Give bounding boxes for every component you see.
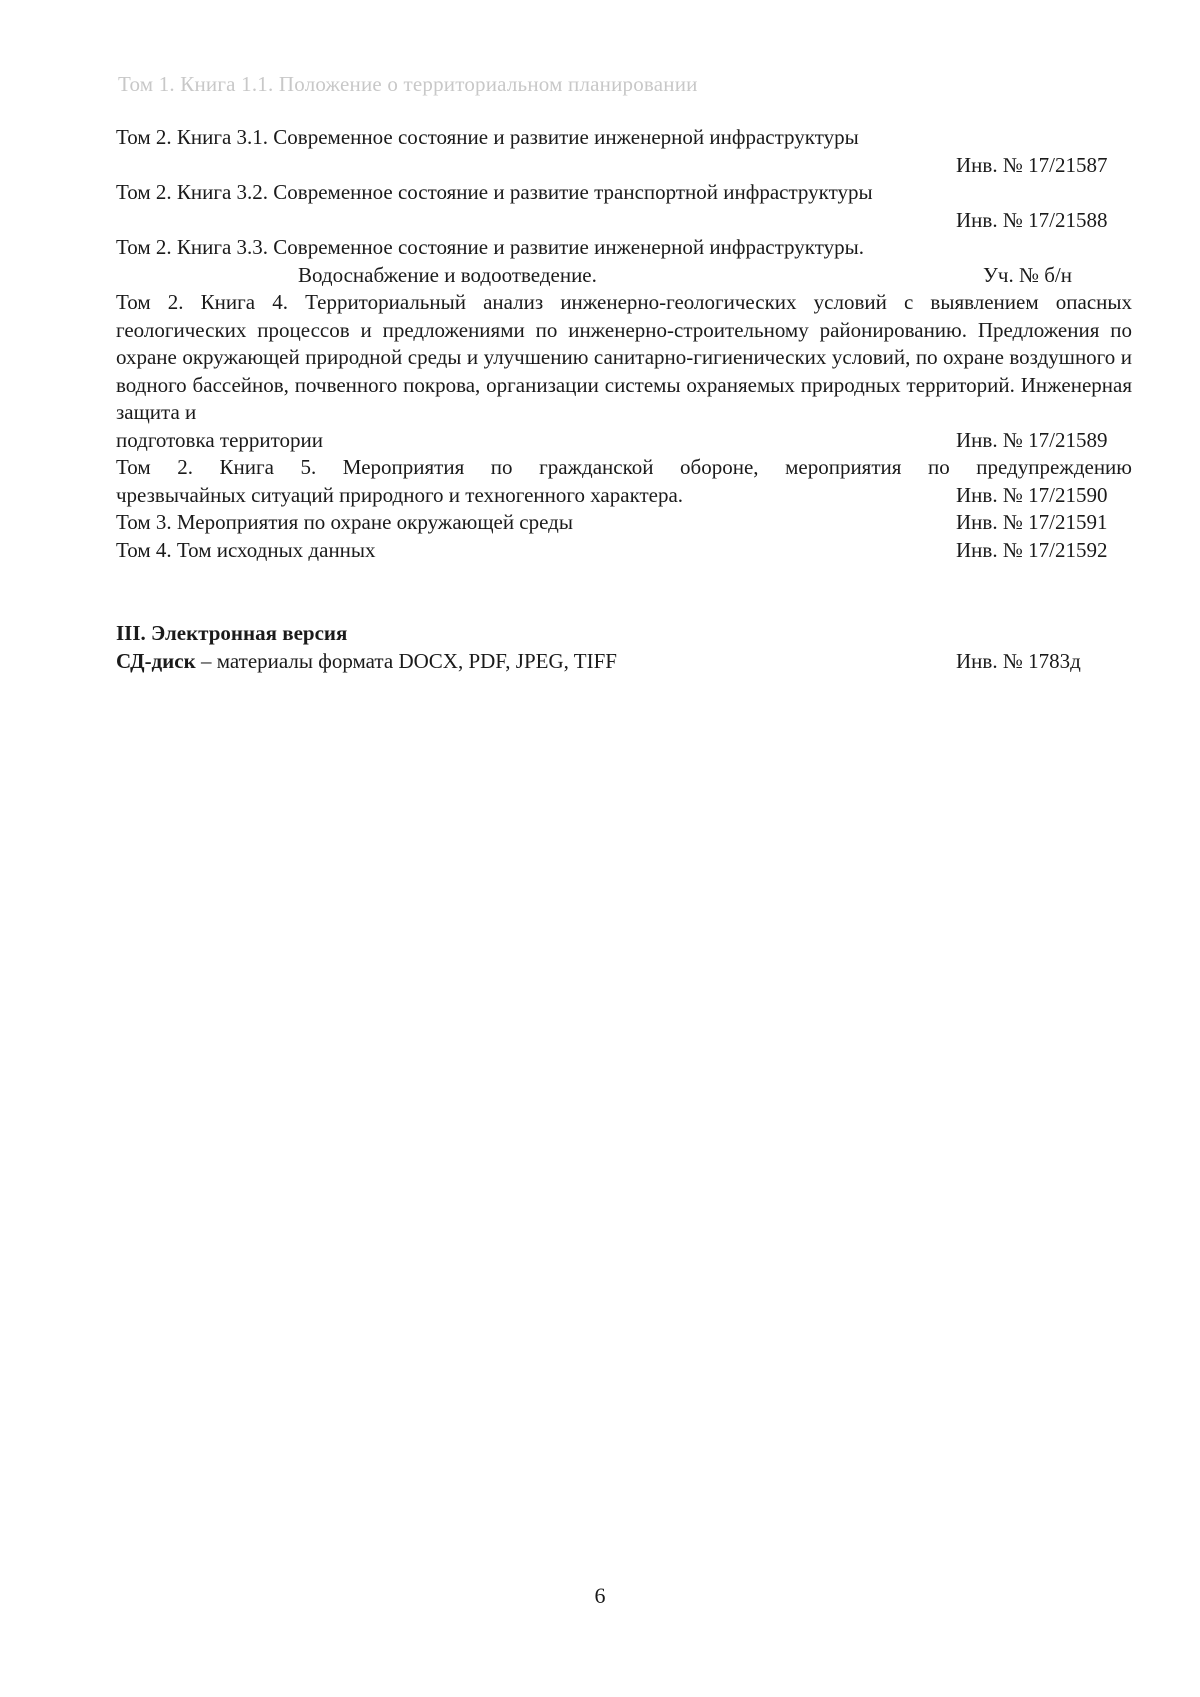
entry-last-line: подготовка территории bbox=[116, 427, 324, 452]
list-item bbox=[116, 234, 1132, 289]
entry-title: Том 2. Книга 3.2. Современное состояние и развитие транспортной инфраструктуры bbox=[116, 180, 873, 204]
entry-last-line-row bbox=[116, 482, 1132, 510]
list-item bbox=[116, 179, 1132, 234]
document-body bbox=[116, 124, 1132, 675]
entry-title: Том 3. Мероприятия по охране окружающей среды bbox=[116, 510, 573, 534]
list-item bbox=[116, 289, 1132, 454]
entry-subtitle-row bbox=[116, 262, 1132, 290]
cd-label: СД-диск bbox=[116, 648, 196, 673]
entry-title: Том 4. Том исходных данных bbox=[116, 537, 376, 562]
entry-inventory-number: Инв. № 17/21591 bbox=[956, 510, 1108, 534]
section-title: III. Электронная версия bbox=[116, 621, 348, 645]
cd-text: – материалы формата DOCX, PDF, JPEG, TIFF bbox=[195, 648, 617, 673]
entry-title: Том 2. Книга 3.3. Современное состояние и развитие инженерной инфраструктуры. bbox=[116, 235, 864, 259]
cd-row bbox=[116, 648, 1132, 676]
entry-last-line: чрезвычайных ситуаций природного и техногенного характера. bbox=[116, 482, 684, 507]
cd-inventory-number: Инв. № 1783д bbox=[956, 648, 1081, 673]
list-item bbox=[116, 537, 1132, 565]
entry-title: Том 2. Книга 3.1. Современное состояние и развитие инженерной инфраструктуры bbox=[116, 125, 859, 149]
list-item bbox=[116, 124, 1132, 179]
entry-inventory-number: Инв. № 17/21587 bbox=[956, 152, 1108, 177]
entry-inventory-number: Инв. № 17/21589 bbox=[956, 427, 1108, 452]
page-number: 6 bbox=[594, 1583, 606, 1608]
entry-inventory-number: Уч. № б/н bbox=[983, 262, 1072, 287]
entry-last-line-row bbox=[116, 427, 1132, 455]
entry-inventory-number: Инв. № 17/21590 bbox=[956, 482, 1108, 507]
entry-title: Том 2. Книга 4. Территориальный анализ инженерно-геологических условий с выявлением опасных геологических процессов и предложениями по инженерно-строительному районированию. Предложения по охране окружающей природной среды и улучшению санитарно-гигиенических условий, по охране воздушного и водного бассейнов, почвенного покрова, организации системы охраняемых природных территорий. Инженерная защита и bbox=[116, 290, 1132, 424]
entry-subtitle: Водоснабжение и водоотведение. bbox=[298, 262, 597, 287]
list-item bbox=[116, 454, 1132, 509]
section-spacer bbox=[116, 564, 1132, 620]
list-item bbox=[116, 509, 1132, 537]
entry-title: Том 2. Книга 5. Мероприятия по гражданской обороне, мероприятия по предупреждению bbox=[116, 455, 1132, 479]
entry-inventory-number: Инв. № 17/21592 bbox=[956, 537, 1108, 562]
running-header: Том 1. Книга 1.1. Положение о территориальном планировании bbox=[118, 72, 698, 96]
entry-inventory-number: Инв. № 17/21588 bbox=[956, 207, 1108, 232]
cd-description bbox=[116, 648, 617, 676]
